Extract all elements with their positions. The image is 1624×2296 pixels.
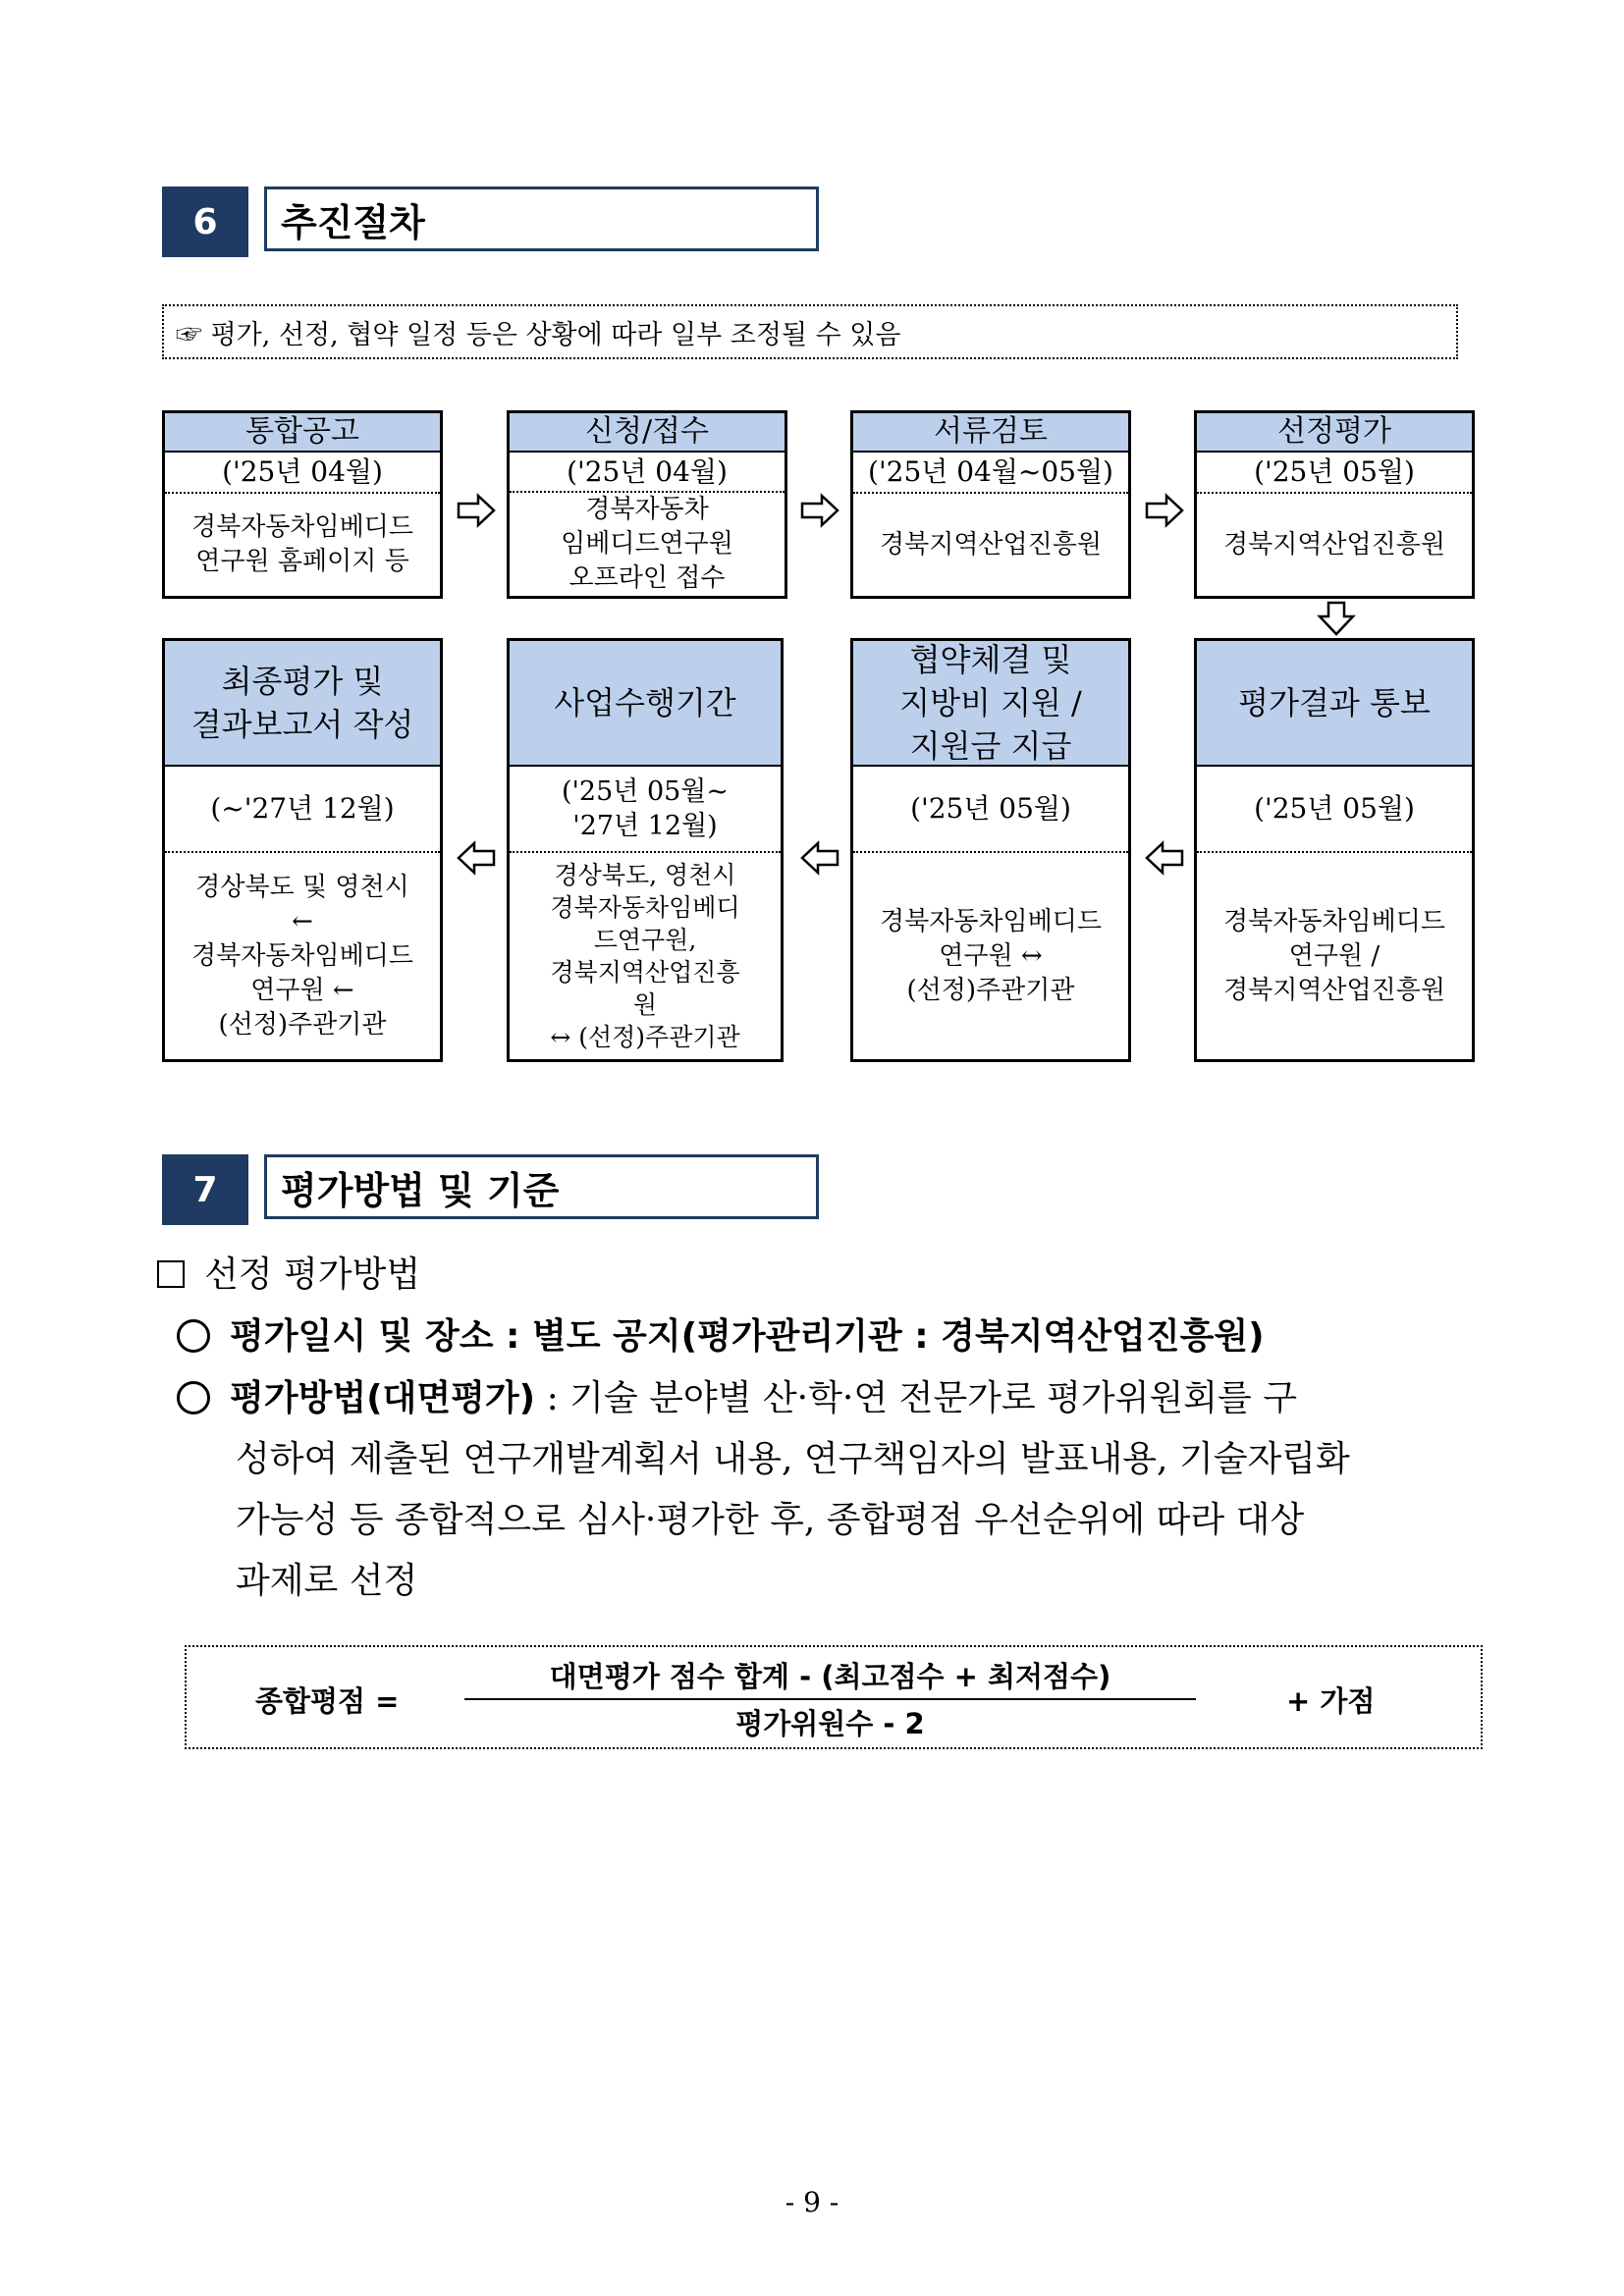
step-title: 협약체결 및 지방비 지원 / 지원금 지급	[853, 641, 1128, 767]
step-period: ('25년 04월~05월)	[853, 453, 1128, 494]
arrow-right-icon	[800, 493, 839, 528]
item-text: : 기술 분야별 산·학·연 전문가로 평가위원회를 구	[535, 1378, 1297, 1418]
subsection-heading-text: 선정 평가방법	[204, 1255, 421, 1295]
step-org: 경상북도 및 영천시 ← 경북자동차임베디드 연구원 ← (선정)주관기관	[190, 872, 414, 1040]
step-title: 신청/접수	[510, 413, 785, 453]
step-period: ('25년 04월)	[165, 453, 440, 494]
step-org: 경북자동차임베디드 연구원 홈페이지 등	[190, 512, 414, 576]
step-box-5	[1194, 638, 1475, 1062]
list-item	[177, 1368, 1297, 1429]
step-org: 경북자동차임베디드 연구원 ↔ (선정)주관기관	[879, 906, 1103, 1005]
step-title: 평가결과 통보	[1197, 641, 1472, 767]
step-period: ('25년 05월)	[1197, 453, 1472, 494]
step-org: 경북지역산업진흥원	[879, 529, 1103, 560]
section-title: 평가방법 및 기준	[264, 1154, 819, 1219]
item-text-line: 가능성 등 종합적으로 심사·평가한 후, 종합평점 우선순위에 따라 대상	[236, 1500, 1305, 1540]
item-text-line: 성하여 제출된 연구개발계획서 내용, 연구책임자의 발표내용, 기술자립화	[236, 1439, 1350, 1479]
step-org: 경북자동차 임베디드연구원 오프라인 접수	[561, 495, 733, 593]
section-title: 추진절차	[264, 187, 819, 251]
section-number: 6	[162, 187, 248, 257]
step-box-2	[507, 410, 787, 599]
formula-box	[185, 1645, 1483, 1749]
section-number: 7	[162, 1154, 248, 1225]
step-title: 서류검토	[853, 413, 1128, 453]
step-period: ('25년 05월~ '27년 12월)	[510, 767, 781, 853]
step-box-1	[162, 410, 443, 599]
formula-numerator: 대면평가 점수 합계 - (최고점수 + 최저점수)	[549, 1660, 1111, 1693]
arrow-left-icon	[800, 840, 839, 876]
step-title: 통합공고	[165, 413, 440, 453]
step-period: ('25년 04월)	[510, 453, 785, 493]
step-title: 최종평가 및 결과보고서 작성	[165, 641, 440, 767]
formula-denominator: 평가위원수 - 2	[735, 1707, 925, 1740]
step-org: 경상북도, 영천시 경북자동차임베디 드연구원, 경북지역산업진흥 원 ↔ (선정)주관기관	[550, 861, 740, 1051]
step-box-6	[850, 638, 1131, 1062]
step-org: 경북자동차임베디드 연구원 / 경북지역산업진흥원	[1222, 906, 1446, 1005]
circle-bullet-icon	[177, 1319, 210, 1353]
subsection-heading	[157, 1245, 420, 1306]
item-text: : 별도 공지(평가관리기관 : 경북지역산업진흥원)	[493, 1316, 1265, 1357]
circle-bullet-icon	[177, 1381, 210, 1415]
item-label: 평가방법(대면평가)	[230, 1378, 536, 1418]
schedule-note: ☞ 평가, 선정, 협약 일정 등은 상황에 따라 일부 조정될 수 있음	[162, 304, 1458, 359]
step-period: (~'27년 12월)	[165, 767, 440, 853]
step-title: 사업수행기간	[510, 641, 781, 767]
step-box-3	[850, 410, 1131, 599]
page-number: - 9 -	[785, 2186, 839, 2218]
arrow-left-icon	[457, 840, 496, 876]
arrow-right-icon	[457, 493, 496, 528]
step-period: ('25년 05월)	[853, 767, 1128, 853]
arrow-down-icon	[1317, 601, 1356, 636]
checkbox-square-icon	[157, 1260, 185, 1288]
fraction-bar	[464, 1698, 1196, 1700]
arrow-right-icon	[1145, 493, 1184, 528]
arrow-left-icon	[1145, 840, 1184, 876]
step-org: 경북지역산업진흥원	[1222, 529, 1446, 560]
step-title: 선정평가	[1197, 413, 1472, 453]
step-period: ('25년 05월)	[1197, 767, 1472, 853]
item-text-line: 과제로 선정	[236, 1561, 418, 1601]
list-item	[177, 1307, 1265, 1367]
item-label: 평가일시 및 장소	[230, 1316, 494, 1357]
step-box-8	[162, 638, 443, 1062]
formula-lhs: 종합평점 =	[255, 1684, 400, 1718]
formula-rhs: + 가점	[1286, 1684, 1376, 1718]
step-box-7	[507, 638, 784, 1062]
step-box-4	[1194, 410, 1475, 599]
